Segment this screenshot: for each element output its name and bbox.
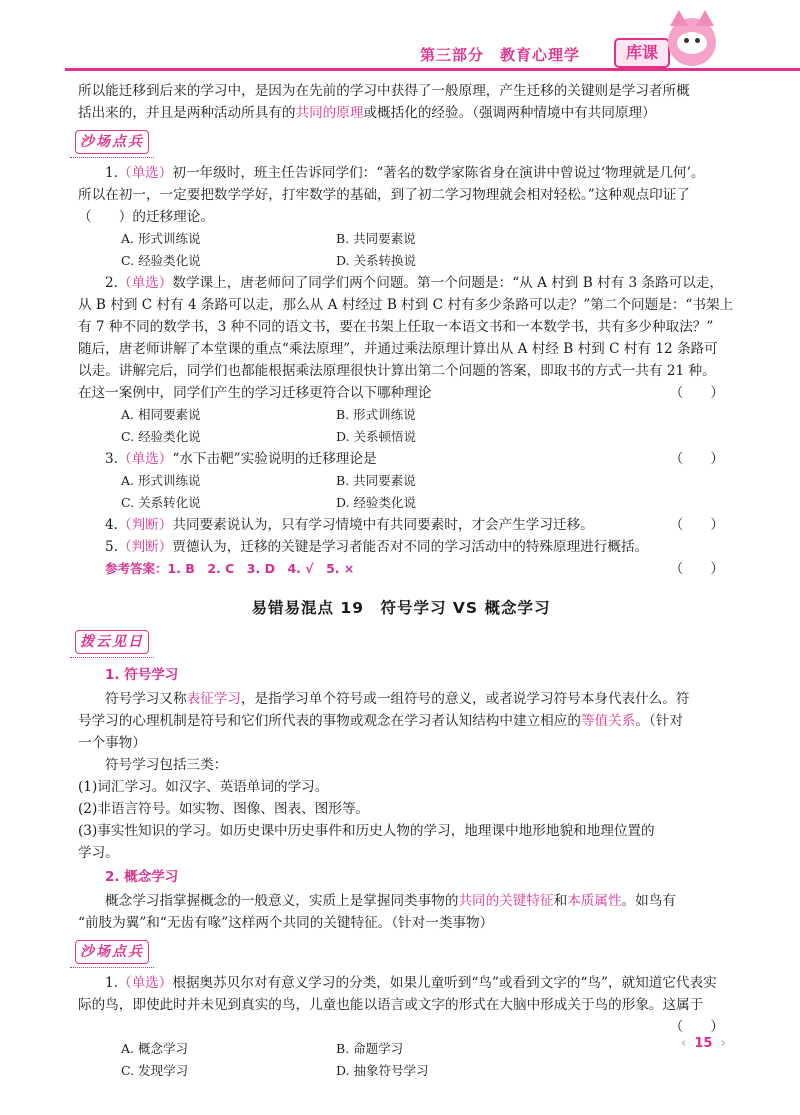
question-2-line-6: 在这一案例中，同学们产生的学习迁移更符合以下哪种理论 （ ） bbox=[78, 382, 724, 404]
intro-line-2: 括出来的，并且是两种活动所具有的共同的原理或概括化的经验。（强调两种情境中有共同原理） bbox=[78, 105, 656, 121]
symbol-types-intro: 符号学习包括三类： bbox=[105, 757, 228, 773]
option-d: D. 抽象符号学习 bbox=[336, 1063, 429, 1078]
symbol-type-2: (2)非语言符号。如实物、图像、图表、图形等。 bbox=[78, 801, 370, 817]
symbol-type-1: (1)词汇学习。如汉字、英语单词的学习。 bbox=[78, 779, 329, 795]
option-d: D. 关系转换说 bbox=[336, 253, 417, 268]
question-1: 1.（单选）初一年级时，班主任告诉同学们：“著名的数学家陈省身在演讲中曾说过‘物理就是几何’。 bbox=[105, 165, 705, 181]
answer-blank: （ ） bbox=[669, 451, 724, 467]
section-badge-practice-2: 沙场点兵 bbox=[75, 940, 149, 964]
question-3-options-row-2 bbox=[78, 492, 724, 514]
header-title: 第三部分 教育心理学 bbox=[420, 46, 581, 64]
question-3-options-row-1 bbox=[78, 470, 724, 492]
symbol-para-line-2: 号学习的心理机制是符号和它们所代表的事物或观念在学习者认知结构中建立相应的等值关系。（针对 bbox=[78, 713, 683, 729]
option-d: D. 关系顿悟说 bbox=[336, 429, 417, 444]
answer-blank: （ ） bbox=[669, 385, 724, 401]
subhead-symbol-learning: 1. 符号学习 bbox=[105, 667, 179, 683]
option-c: C. 经验类化说 bbox=[121, 253, 201, 268]
concept-para-line-1: 概念学习指掌握概念的一般意义，实质上是掌握同类事物的共同的关键特征和本质属性。如鸟有 bbox=[105, 893, 676, 909]
option-c: C. 关系转化说 bbox=[121, 495, 201, 510]
question-6-options-row-1 bbox=[78, 1038, 724, 1060]
section-title: 易错易混点 19 符号学习 VS 概念学习 bbox=[251, 599, 551, 617]
question-6-options-row-2 bbox=[78, 1060, 724, 1082]
answer-blank: （ ） bbox=[669, 517, 724, 533]
intro-line-1: 所以能迁移到后来的学习中，是因为在先前的学习中获得了一般原理，产生迁移的关键则是学习者所概 bbox=[78, 83, 690, 99]
concept-para-line-2: “前肢为翼”和“无齿有喙”这样两个共同的关键特征。（针对一类事物） bbox=[78, 915, 494, 931]
option-a: A. 概念学习 bbox=[121, 1041, 188, 1056]
question-2-line-4: 随后，唐老师讲解了本堂课的重点“乘法原理”，并通过乘法原理计算出从 A 村经 B 村到 C 村有 12 条路可 bbox=[78, 341, 718, 357]
question-6-line-2: 际的鸟，即使此时并未见到真实的鸟，儿童也能以语言或文字的形式在大脑中形成关于鸟的形象。这属于 bbox=[78, 997, 704, 1013]
question-5: 5.（判断）贾德认为，迁移的关键是学习者能否对不同的学习活动中的特殊原理进行概括。 （ ） bbox=[78, 536, 724, 558]
symbol-type-3: (3)事实性知识的学习。如历史课中历史事件和历史人物的学习，地理课中地形地貌和地理位置的 bbox=[78, 823, 655, 839]
symbol-para-line-3: 一个事物） bbox=[78, 735, 146, 751]
question-6: 1.（单选）根据奥苏贝尔对有意义学习的分类，如果儿童听到“鸟”或看到文字的“鸟”，就知道它代表实 bbox=[105, 975, 717, 991]
option-a: A. 形式训练说 bbox=[121, 473, 201, 488]
option-d: D. 经验类化说 bbox=[336, 495, 417, 510]
symbol-para-line-1: 符号学习又称表征学习，是指学习单个符号或一组符号的意义，或者说学习符号本身代表什么。符 bbox=[105, 691, 690, 707]
option-c: C. 经验类化说 bbox=[121, 429, 201, 444]
question-2-line-3: 有 7 种不同的数学书，3 种不同的语文书，要在书架上任取一本语文书和一本数学书，共有多少种取法？” bbox=[78, 319, 714, 335]
option-b: B. 命题学习 bbox=[336, 1041, 404, 1056]
brand-logo: 库课 bbox=[614, 38, 670, 68]
subhead-concept-learning: 2. 概念学习 bbox=[105, 869, 179, 885]
question-3: 3.（单选）“水下击靶”实验说明的迁移理论是 （ ） bbox=[78, 448, 724, 470]
option-a: A. 形式训练说 bbox=[121, 231, 201, 246]
question-1-line-2: 所以在初一，一定要把数学学好，打牢数学的基础，到了初二学习物理就会相对轻松。”这种观点印证了 bbox=[78, 187, 690, 203]
page-number: ‹ 15 › bbox=[681, 1036, 726, 1051]
question-1-line-3: （ ）的迁移理论。 bbox=[78, 209, 214, 225]
question-1-options-row-2 bbox=[78, 250, 724, 272]
question-2-options-row-1 bbox=[78, 404, 724, 426]
option-b: B. 形式训练说 bbox=[336, 407, 416, 422]
reference-answers: 参考答案：1. B 2. C 3. D 4. √ 5. × bbox=[105, 561, 355, 576]
section-badge-practice: 沙场点兵 bbox=[75, 130, 149, 154]
question-2-line-2: 从 B 村到 C 村有 4 条路可以走，那么从 A 村经过 B 村到 C 村有多少条路可以走？”第二个问题是：“书架上 bbox=[78, 297, 734, 313]
question-6-line-3 bbox=[78, 1016, 724, 1038]
question-2: 2.（单选）数学课上，唐老师问了同学们两个问题。第一个问题是：“从 A 村到 B 村有 3 条路可以走， bbox=[105, 275, 724, 291]
question-2-options-row-2 bbox=[78, 426, 724, 448]
question-4: 4.（判断）共同要素说认为，只有学习情境中有共同要素时，才会产生学习迁移。 （ ） bbox=[78, 514, 724, 536]
symbol-type-3-cont: 学习。 bbox=[78, 845, 119, 861]
header-rule bbox=[65, 68, 800, 71]
question-2-line-5: 以走。讲解完后，同学们也都能根据乘法原理很快计算出第二个问题的答案，即取书的方式一共有 21 种。 bbox=[78, 363, 716, 379]
answer-blank: （ ） bbox=[669, 1019, 724, 1035]
option-a: A. 相同要素说 bbox=[121, 407, 201, 422]
section-badge-explain: 拨云见日 bbox=[75, 630, 149, 654]
option-c: C. 发现学习 bbox=[121, 1063, 189, 1078]
option-b: B. 共同要素说 bbox=[336, 473, 416, 488]
answer-blank: （ ） bbox=[669, 561, 724, 577]
question-1-options-row-1 bbox=[78, 228, 724, 250]
page-body bbox=[78, 80, 734, 1082]
option-b: B. 共同要素说 bbox=[336, 231, 416, 246]
mascot-fox-icon bbox=[668, 18, 716, 66]
